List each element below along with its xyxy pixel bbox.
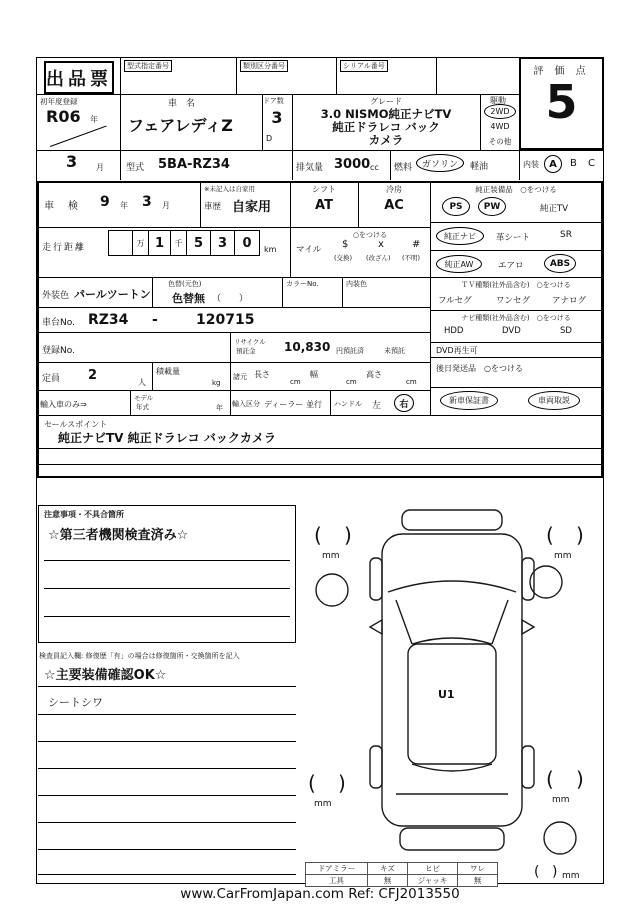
sheet-title-box [44,61,114,94]
registration-no-label: 登録No. [42,346,75,356]
model-year-label-line2: 年式 [136,403,149,411]
ac-value: AC [384,198,404,213]
grid-line [436,57,437,94]
doors-sub: D [266,134,273,143]
first-reg-month-unit: 月 [96,163,104,172]
bracket-close: ) [576,767,584,791]
fuel-gasoline-circled: ガソリン [416,154,464,172]
mileage-sen-unit: 千 [171,231,187,255]
import-class-label: 輸入区分 [232,400,260,408]
hood-line [388,581,516,592]
recycle-label-line2: 預託金 [236,347,256,355]
equip-abs-circled: ABS [544,254,576,273]
grid-line [230,362,231,390]
capacity-unit: 人 [138,378,146,387]
grid-line [430,222,602,223]
mile-mark-tampered-label: (改ざん) [366,254,391,262]
mm-unit: mm [562,871,580,881]
grid-line [230,332,231,362]
grid-line [282,277,283,307]
chassis-no-label: 車台No. [42,318,75,328]
model-code-label: 型式 [126,163,145,173]
field-serial-label: シリアル番号 [340,60,388,72]
navi-type-sd: SD [560,326,572,336]
grid-line [390,150,391,180]
shaken-month-unit: 月 [162,201,170,210]
equip-pw-circled: PW [478,197,506,216]
drive-2wd-circled: 2WD [484,104,516,119]
mileage-digit-1: 1 [149,231,171,255]
grade-line2: 純正ドラレコ バック [332,120,440,134]
interior-grade-a-circled: A [544,155,562,173]
bracket-close: ) [552,864,558,880]
history-note: ※未記入は自家用 [204,185,255,193]
inspector-line1: ☆主要装備確認OK☆ [44,668,167,683]
import-class-dealer: ディーラー [264,400,304,409]
load-label: 積載量 [156,367,180,376]
navi-type-header: ナビ種類(社外品含む) ○をつける [461,314,571,322]
tv-type-fullseg: フルセグ [438,296,472,306]
tv-type-oneseg: ワンセグ [496,296,531,306]
notes-line1: ☆第三者機関検査済み☆ [48,528,189,543]
history-value: 自家用 [232,200,272,215]
shaken-month: 3 [142,194,152,210]
import-only-label: 輸入車のみ⇒ [40,400,87,409]
ruled-line [38,795,296,796]
grid-line [37,332,430,333]
grid-line [342,277,343,307]
ruled-line [38,768,296,769]
height-label: 高さ [366,370,382,379]
ruled-line [44,560,290,561]
length-label: 長さ [254,370,270,379]
grid-line [120,57,121,180]
history-label: 車歴 [204,202,222,212]
car-body-shape [382,534,522,826]
tread-circle-right [530,566,562,598]
mileage-digit-2: 5 [187,231,211,255]
grid-line [519,150,520,180]
mirror-left [370,620,382,634]
grid-line [236,57,237,94]
field-class-category-label: 類別区分番号 [240,60,288,72]
handle-right-circled: 右 [394,394,414,412]
car-name-label: 車 名 [168,99,196,109]
navi-type-dvd: DVD [502,326,521,336]
grid-line [430,250,602,251]
grid-line [430,342,602,343]
chassis-no-dash: - [152,312,158,328]
recycle-deposited-label: 円預託済 [336,347,364,355]
displacement-label: 排気量 [296,163,324,173]
bracket-open: ( [314,523,322,547]
ruled-line [37,448,602,449]
grid-line [430,310,602,311]
condition-mini-table [305,862,498,887]
ruled-line [44,588,290,589]
grid-line [37,307,430,308]
mile-mark-unknown-label: (不明) [402,254,421,262]
mileage-digit-3: 3 [211,231,235,255]
drive-label: 駆動 [490,96,506,105]
recycle-undeposited-label: 未預託 [384,347,405,355]
grid-line [37,390,430,391]
cell-none-1: 無 [368,875,408,887]
cell-none-2: 無 [458,875,498,887]
notes-title: 注意事項・不具合箇所 [44,510,124,519]
wheel-rear-left [370,746,382,788]
first-reg-year: R06 [46,107,81,126]
sales-point-value: 純正ナビTV 純正ドラレコ バックカメラ [58,431,276,445]
cell-scratch: キズ [368,863,408,875]
model-code: 5BA-RZ34 [158,157,230,172]
cell-crack: ヒビ [408,863,458,875]
cabin-shape [408,644,496,764]
equip-tv: 純正TV [540,204,569,214]
shaken-label: 車 検 [44,201,80,212]
ruled-line [38,741,296,742]
chassis-no-serial: 120715 [196,312,255,328]
ruled-line [37,464,602,465]
grid-line [336,57,337,94]
mileage-digit-blank [109,231,133,255]
doors-value: 3 [271,108,283,127]
first-reg-label: 初年度登録 [40,97,78,106]
recycle-label-line1: リサイクル [234,338,266,346]
mm-unit: mm [552,795,570,805]
score-label: 評 価 点 [533,66,590,77]
mile-mark-label: マイル [296,245,322,255]
exterior-color-value: パールツートン [74,288,151,301]
handle-left: 左 [372,401,382,411]
front-bumper-shape [402,510,502,530]
ac-label: 冷房 [386,185,402,194]
warranty-book-circled: 新車保証書 [440,391,498,410]
color-no-label: カラーNo. [286,280,319,288]
grid-line [330,390,331,415]
grade-line1: 3.0 NISMO純正ナビTV [320,107,452,121]
grid-line [230,390,231,415]
navi-type-hdd: HDD [444,326,464,336]
rear-window-line [412,764,492,771]
equip-navi-circled: 純正ナビ [436,227,484,245]
shift-label: シフト [312,185,336,194]
capacity-label: 定員 [42,374,61,384]
bracket-open: ( [546,767,554,791]
inspector-line2: シートシワ [48,696,103,709]
rear-bumper-shape [400,828,504,850]
inspector-header: 検査員記入欄: 修復歴「有」の場合は修復箇所・交換箇所を記入 [39,652,240,660]
bracket-close: ) [338,771,346,795]
cell-door-mirror: ドアミラー [306,863,368,875]
equipment-header: 純正装備品 ○をつける [475,185,557,194]
displacement-unit: cc [370,163,379,172]
mileage-label: 走行距離 [42,243,87,253]
ruled-line [38,686,296,687]
interior-color-label: 内装色 [346,280,367,288]
length-unit: cm [290,378,301,386]
width-unit: cm [346,378,357,386]
car-name: フェアレディZ [128,116,233,135]
tread-circle-bottom-right [544,822,576,854]
import-class-parallel: 並行 [306,400,322,409]
grid-line [152,362,153,390]
table-row [306,863,498,875]
bracket-open: ( [546,523,554,547]
mile-mark-tampered-symbol: x [378,239,384,250]
equip-aw-circled: 純正AW [436,255,482,273]
later-shipment-header: 後日発送品 ○をつける [436,364,523,373]
score-box [519,57,604,150]
mileage-man-unit: 万 [133,231,149,255]
mile-mark-exchange-symbol: $ [342,239,349,250]
mile-mark-header: ○をつける [352,231,388,239]
shaken-year: 9 [100,194,110,210]
tv-type-header: ＴＶ種類(社外品含む) ○をつける [461,281,571,289]
mm-unit: mm [322,551,340,561]
dimensions-label: 諸元 [233,373,247,381]
first-reg-month: 3 [66,152,78,171]
grid-line [200,181,201,227]
ruled-line [38,874,296,875]
tread-circle-left [316,574,348,606]
drive-other: その他 [488,137,512,146]
chassis-no-prefix: RZ34 [88,312,129,328]
watermark-footer: www.CarFromJapan.com Ref: CFJ2013550 [180,886,460,902]
equip-aero: エアロ [498,261,524,271]
bracket-open: ( [534,864,540,880]
grid-line [37,415,602,416]
sheet-title: 出品票 [46,68,112,90]
tv-type-analog: アナログ [552,296,587,306]
bracket-open: ( [308,771,316,795]
diagram-damage-mark: U1 [438,688,455,701]
grid-line [37,227,430,228]
fuel-label: 燃料 [394,163,413,173]
score-value: 5 [545,75,578,129]
ruled-line [44,616,290,617]
recycle-value: 10,830 [284,340,331,354]
ruled-line [38,714,296,715]
handle-label: ハンドル [334,400,362,408]
mile-mark-exchange-label: (交換) [334,254,353,262]
exterior-color-label: 外装色 [42,291,70,301]
ruled-line [38,849,296,850]
load-unit: kg [212,379,221,387]
grid-line [430,387,602,388]
table-row [306,875,498,887]
mileage-digit-4: 0 [242,235,252,251]
height-unit: cm [406,378,417,386]
grid-line [36,94,519,95]
vehicle-manual-circled: 車両取説 [528,391,580,410]
mm-unit: mm [554,551,572,561]
mirror-right [522,620,534,634]
interior-grade-c: C [588,158,595,169]
wheel-rear-right [522,746,534,788]
bracket-close: ) [344,523,352,547]
cell-split: ワレ [458,863,498,875]
interior-grade-label: 内装 [523,160,539,169]
equip-ps-circled: PS [442,197,470,216]
dvd-playback-label: DVD再生可 [436,346,478,355]
mile-mark-unknown-symbol: # [412,239,421,250]
car-top-view-diagram [300,502,604,884]
equip-leather: 革シート [496,233,531,243]
cell-jack: ジャッキ [408,875,458,887]
grid-line [130,390,131,415]
drive-4wd: 4WD [490,122,510,131]
mileage-boxes [108,230,260,256]
mileage-unit: km [264,245,277,254]
bracket-close: ) [576,523,584,547]
field-model-designation-label: 型式指定番号 [124,60,172,72]
width-label: 幅 [310,370,318,379]
grid-line [290,181,291,277]
doors-label: ドア数 [263,97,284,105]
wheel-front-left [370,558,382,600]
grid-line [430,181,431,415]
shift-value: AT [315,198,333,213]
capacity-value: 2 [88,368,98,383]
displacement-value: 3000 [334,157,371,172]
model-year-label-line1: モデル [134,394,154,402]
grid-line [37,277,602,278]
mm-unit: mm [314,799,332,809]
grid-line [37,362,430,363]
equip-sr: SR [560,230,572,240]
sales-point-label: セールスポイント [44,420,108,429]
color-change-value: 色替無 [172,292,205,305]
grid-line [480,94,481,150]
color-change-paren: （ ） [212,294,249,304]
shaken-year-unit: 年 [120,201,128,210]
color-change-label: 色替(元色) [168,280,202,288]
grade-line3: カメラ [368,133,404,147]
grid-line [152,277,153,307]
ruled-line [38,822,296,823]
model-year-unit: 年 [216,404,223,412]
cell-tools: 工具 [306,875,368,887]
interior-grade-b: B [570,158,577,169]
grid-line [430,357,602,358]
windshield-lines [396,600,508,644]
wheel-front-right [522,558,534,600]
first-reg-year-unit: 年 [90,115,98,124]
fuel-diesel: 軽油 [470,162,489,172]
grade-label: グレード [370,97,402,106]
